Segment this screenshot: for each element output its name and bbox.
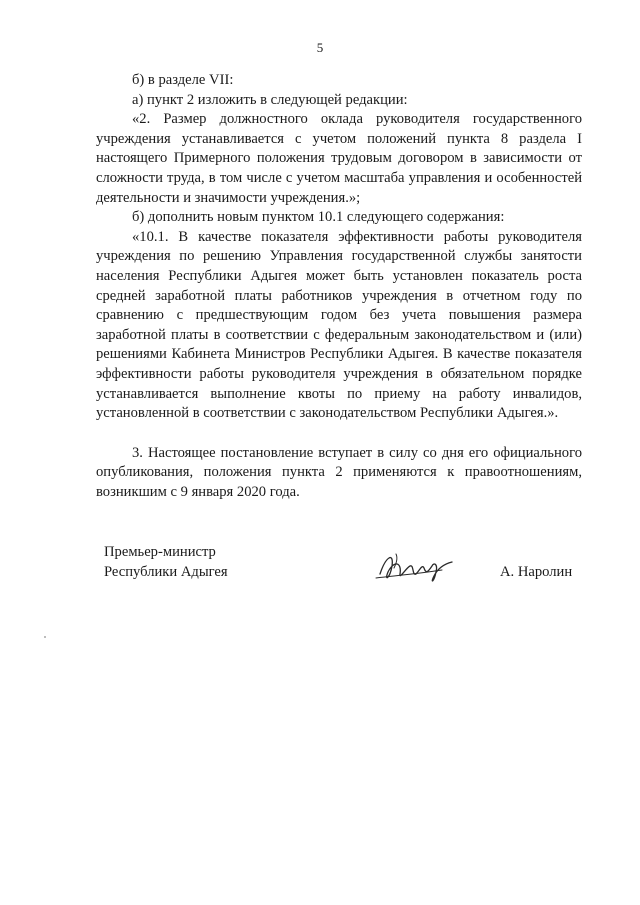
handwritten-signature-icon (372, 548, 456, 588)
paragraph-point-3: 3. Настоящее постановление вступает в силу со дня его официального опубликования, положения пункта 2 применяются к правоотношениям, возникшим с 9 января 2020 года. (96, 444, 582, 500)
paragraph-clause-10-1: «10.1. В качестве показателя эффективности работы руководителя учреждения по решению Управления государственной службы занятости населения Республики Адыгея может быть установлен показатель роста средней заработной платы работников учреждения в отчетном году по сравнению с предшествующим годом без учета повышения размера заработной платы в соответствии с федеральным законодательством и (или) решениями Кабинета Министров Республики Адыгея. В качестве показателя эффективности работы руководителя учреждения в обязательном порядке устанавливается выполнение квоты по приему на работу инвалидов, установленной в соответствии с законодательством Республики Адыгея.». (96, 228, 582, 422)
page-number: 5 (316, 40, 324, 55)
signatory-position-line2: Республики Адыгея (104, 564, 228, 580)
paragraph-item-b: б) дополнить новым пунктом 10.1 следующего содержания: (132, 209, 505, 226)
signatory-position (104, 542, 228, 582)
paragraph-item-a: а) пункт 2 изложить в следующей редакции: (132, 91, 408, 108)
signature-block (0, 542, 640, 602)
signatory-name: А. Наролин (500, 564, 573, 580)
document-body (96, 71, 582, 502)
margin-mark (44, 636, 46, 638)
paragraph-section-vii: б) в разделе VII: (132, 72, 234, 88)
signatory-position-line1: Премьер-министр (104, 544, 216, 560)
paragraph-clause-2: «2. Размер должностного оклада руководителя государственного учреждения устанавливается с учетом положений пункта 8 раздела I настоящего Примерного положения трудовым договором в зависимости от сложности труда, в том числе с учетом масштаба управления и особенностей деятельности и значимости учреждения.»; (96, 111, 582, 206)
